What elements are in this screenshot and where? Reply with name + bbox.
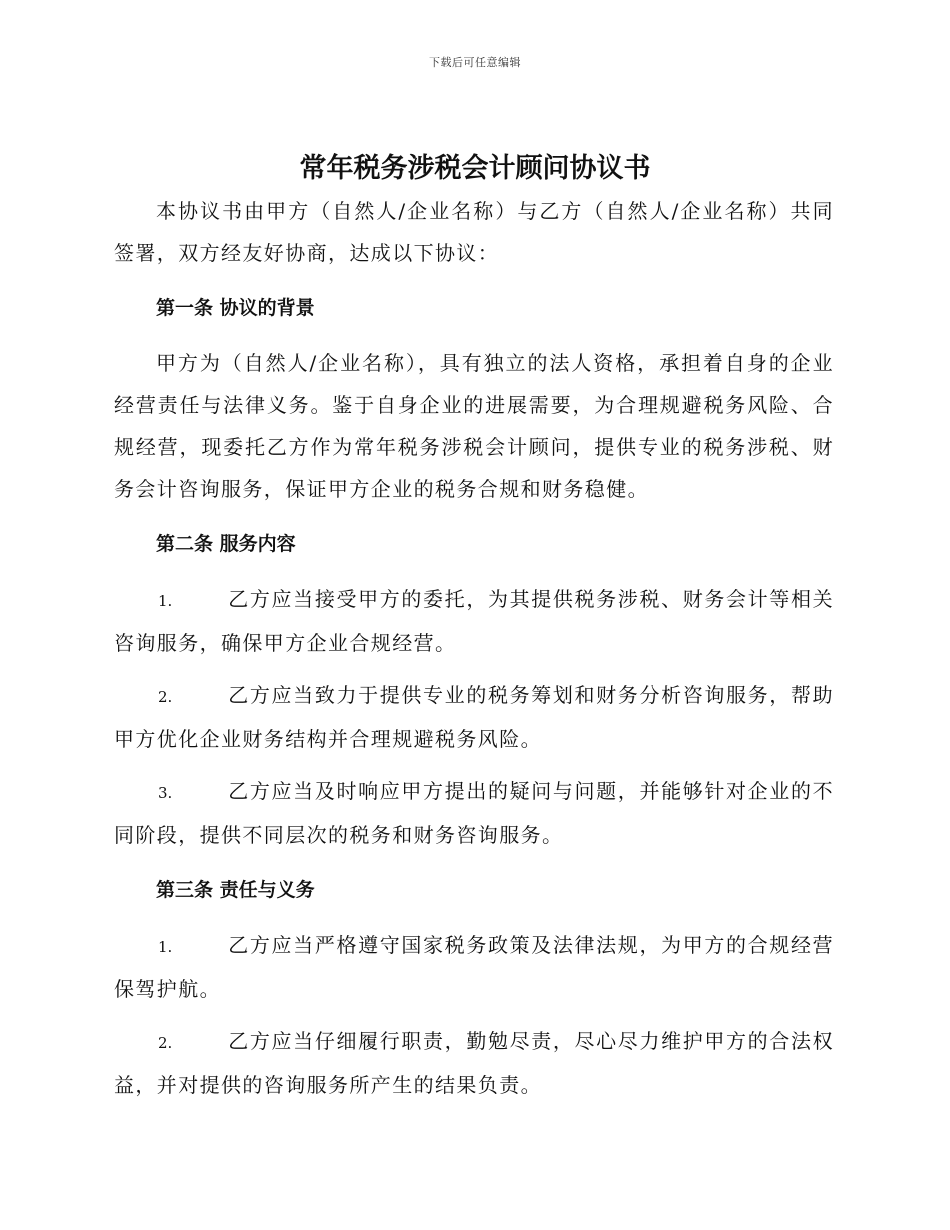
list-item xyxy=(114,770,834,856)
item-number: 1. xyxy=(158,592,173,610)
list-item xyxy=(114,924,834,1010)
document-title: 常年税务涉税会计顾问协议书 xyxy=(299,153,651,184)
item-text: 乙方应当及时响应甲方提出的疑问与问题，并能够针对企业的不同阶段，提供不同层次的税务和财务咨询服务。 xyxy=(114,779,834,847)
list-item xyxy=(114,674,834,760)
document-body xyxy=(114,190,834,1116)
section-heading-3: 第三条 责任与义务 xyxy=(156,879,315,901)
list-item xyxy=(114,578,834,664)
item-text: 乙方应当致力于提供专业的税务筹划和财务分析咨询服务，帮助甲方优化企业财务结构并合理规避税务风险。 xyxy=(114,683,834,751)
item-number: 1. xyxy=(158,938,173,956)
item-number: 3. xyxy=(158,784,173,802)
section-heading-1: 第一条 协议的背景 xyxy=(156,297,315,319)
list-item xyxy=(114,1020,834,1106)
header-note: 下载后可任意编辑 xyxy=(429,56,521,69)
section-1-paragraph: 甲方为（自然人/企业名称），具有独立的法人资格，承担着自身的企业经营责任与法律义务。鉴于自身企业的进展需要，为合理规避税务风险、合规经营，现委托乙方作为常年税务涉税会计顾问，提供专业的税务涉税、财务会计咨询服务，保证甲方企业的税务合规和财务稳健。 xyxy=(114,351,834,501)
section-heading-2: 第二条 服务内容 xyxy=(156,533,296,555)
item-text: 乙方应当严格遵守国家税务政策及法律法规，为甲方的合规经营保驾护航。 xyxy=(114,933,834,1001)
intro-paragraph: 本协议书由甲方（自然人/企业名称）与乙方（自然人/企业名称）共同签署，双方经友好协商，达成以下协议： xyxy=(114,199,834,265)
item-text: 乙方应当接受甲方的委托，为其提供税务涉税、财务会计等相关咨询服务，确保甲方企业合规经营。 xyxy=(114,587,834,655)
item-number: 2. xyxy=(158,1034,173,1052)
item-text: 乙方应当仔细履行职责，勤勉尽责，尽心尽力维护甲方的合法权益，并对提供的咨询服务所产生的结果负责。 xyxy=(114,1029,834,1097)
item-number: 2. xyxy=(158,688,173,706)
